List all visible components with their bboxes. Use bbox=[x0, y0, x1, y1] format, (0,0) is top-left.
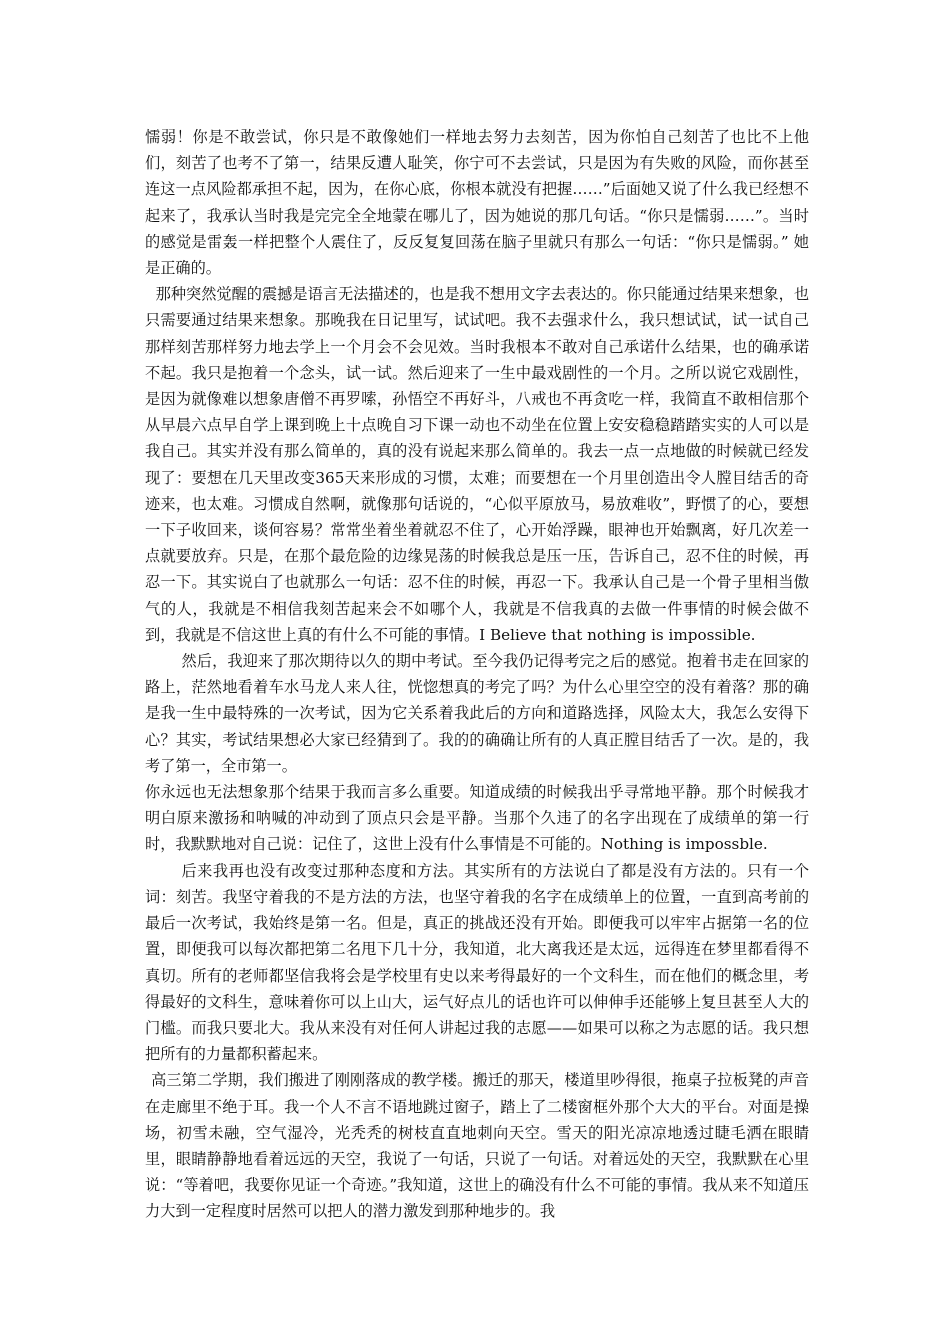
document-body bbox=[145, 124, 809, 1225]
paragraph-4: 你永远也无法想象那个结果于我而言多么重要。知道成绩的时候我出乎寻常地平静。那个时候我才明白原来激扬和呐喊的冲动到了顶点只会是平静。当那个久违了的名字出现在了成绩单的第一行时，我默默地对自己说：记住了，这世上没有什么事情是不可能的。Nothing is impossble. bbox=[145, 783, 809, 854]
paragraph-5: 后来我再也没有改变过那种态度和方法。其实所有的方法说白了都是没有方法的。只有一个词：刻苦。我坚守着我的不是方法的方法，也坚守着我的名字在成绩单上的位置，一直到高考前的最后一次考试，我始终是第一名。但是，真正的挑战还没有开始。即便我可以牢牢占据第一名的位置，即便我可以每次都把第二名甩下几十分，我知道，北大离我还是太远，远得连在梦里都看得不真切。所有的老师都坚信我将会是学校里有史以来考得最好的一个文科生，而在他们的概念里，考得最好的文科生，意味着你可以上山大，运气好点儿的话也许可以伸伸手还能够上复旦甚至人大的门槛。而我只要北大。我从来没有对任何人讲起过我的志愿——如果可以称之为志愿的话。我只想把所有的力量都积蓄起来。 bbox=[145, 861, 809, 1064]
paragraph-2: 那种突然觉醒的震撼是语言无法描述的，也是我不想用文字去表达的。你只能通过结果来想象，也只需要通过结果来想象。那晚我在日记里写，试试吧。我不去强求什么，我只想试试，试一试自己那样刻苦那样努力地去学上一个月会不会见效。当时我根本不敢对自己承诺什么结果，也的确承诺不起。我只是抱着一个念头，试一试。然后迎来了一生中最戏剧性的一个月。之所以说它戏剧性，是因为就像难以想象唐僧不再罗嗦，孙悟空不再好斗，八戒也不再贪吃一样，我简直不敢相信那个从早晨六点早自学上课到晚上十点晚自习下课一动也不动坐在位置上安安稳稳踏踏实实的人可以是我自己。其实并没有那么简单的，真的没有说起来那么简单的。我去一点一点地做的时候就已经发现了：要想在几天里改变365天来形成的习惯，太难；而要想在一个月里创造出令人膛目结舌的奇迹来，也太难。习惯成自然啊，就像那句话说的，“心似平原放马，易放难收”，野惯了的心，要想一下子收回来，谈何容易？常常坐着坐着就忍不住了，心开始浮躁，眼神也开始飘离，好几次差一点就要放弃。只是，在那个最危险的边缘晃荡的时候我总是压一压，告诉自己，忍不住的时候，再忍一下。其实说白了也就那么一句话：忍不住的时候，再忍一下。我承认自己是一个骨子里相当傲气的人，我就是不相信我刻苦起来会不如哪个人，我就是不信我真的去做一件事情的时候会做不到，我就是不信这世上真的有什么不可能的事情。I Believe that nothing is impossible. bbox=[145, 285, 809, 644]
paragraph-6: 高三第二学期，我们搬进了刚刚落成的教学楼。搬迁的那天，楼道里吵得很，拖桌子拉板凳的声音在走廊里不绝于耳。我一个人不言不语地跳过窗子，踏上了二楼窗框外那个大大的平台。对面是操场，初雪未融，空气湿冷，光秃秃的树枝直直地刺向天空。雪天的阳光凉凉地透过睫毛洒在眼睛里，眼睛静静地看着远远的天空，我说了一句话，只说了一句话。对着远处的天空，我默默在心里说：“等着吧，我要你见证一个奇迹。”我知道，这世上的确没有什么不可能的事情。我从来不知道压力大到一定程度时居然可以把人的潜力激发到那种地步的。我 bbox=[145, 1071, 809, 1221]
paragraph-1: 懦弱！你是不敢尝试，你只是不敢像她们一样地去努力去刻苦，因为你怕自己刻苦了也比不上他们，刻苦了也考不了第一，结果反遭人耻笑，你宁可不去尝试，只是因为有失败的风险，而你甚至连这一点风险都承担不起，因为，在你心底，你根本就没有把握……”后面她又说了什么我已经想不起来了，我承认当时我是完完全全地蒙在哪儿了，因为她说的那几句话。“你只是懦弱……”。当时的感觉是雷轰一样把整个人震住了，反反复复回荡在脑子里就只有那么一句话：“你只是懦弱。” 她是正确的。 bbox=[145, 128, 809, 278]
paragraph-3: 然后，我迎来了那次期待以久的期中考试。至今我仍记得考完之后的感觉。抱着书走在回家的路上，茫然地看着车水马龙人来人往，恍惚想真的考完了吗？为什么心里空空的没有着落？那的确是我一生中最特殊的一次考试，因为它关系着我此后的方向和道路选择，风险太大，我怎么安得下心？其实，考试结果想必大家已经猜到了。我的的确确让所有的人真正膛目结舌了一次。是的，我考了第一，全市第一。 bbox=[145, 652, 809, 775]
